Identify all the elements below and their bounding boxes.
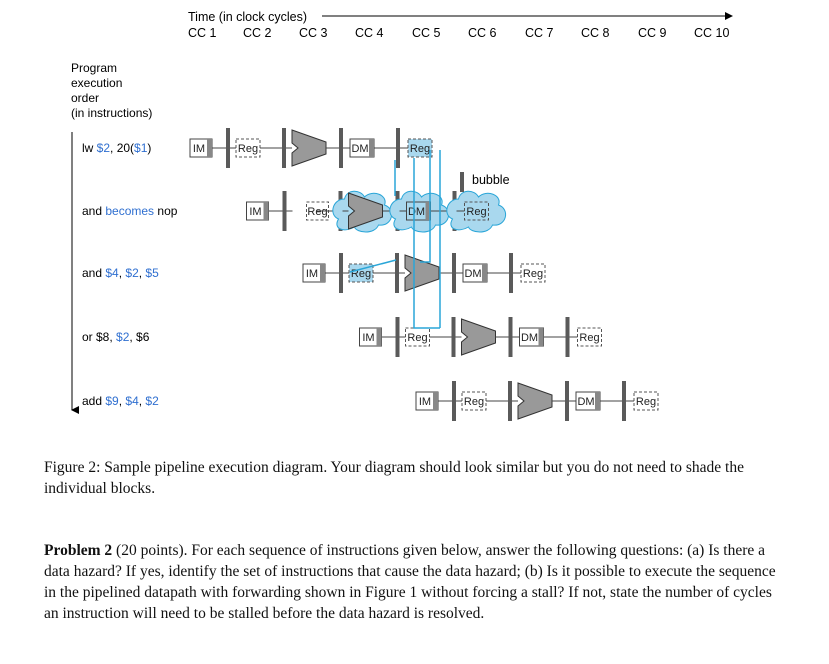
- dm-stage: [463, 264, 487, 282]
- alu-stage: [462, 319, 496, 355]
- clock-cycle-label: CC 10: [694, 26, 730, 40]
- svg-text:Reg: Reg: [307, 206, 328, 218]
- pipeline-register: [339, 253, 343, 293]
- svg-text:IM: IM: [362, 332, 375, 344]
- svg-text:IM: IM: [192, 143, 206, 155]
- problem-title: Problem 2: [44, 542, 113, 559]
- instruction-label: and $4, $2, $5: [82, 266, 159, 280]
- pipeline-register: [452, 253, 456, 293]
- time-axis-label: Time (in clock cycles): [188, 10, 307, 24]
- clock-cycle-label: CC 5: [412, 26, 441, 40]
- reg-write-stage: [465, 202, 489, 220]
- pipeline-register: [396, 128, 400, 168]
- instruction-label: or $8, $2, $6: [82, 330, 150, 344]
- im-stage: [303, 264, 325, 282]
- pipeline-register: [282, 128, 286, 168]
- svg-text:Reg: Reg: [522, 268, 544, 280]
- pipeline-register: [396, 317, 400, 357]
- reg-write-stage: [408, 139, 432, 157]
- svg-text:Reg: Reg: [463, 396, 485, 408]
- clock-cycle-labels: [188, 26, 729, 40]
- alu-stage: [405, 255, 439, 291]
- svg-text:IM: IM: [418, 396, 432, 408]
- pipeline-register: [566, 317, 570, 357]
- clock-cycle-label: CC 3: [299, 26, 328, 40]
- bubble-label: bubble: [472, 173, 510, 187]
- svg-text:DM: DM: [351, 143, 369, 155]
- reg-read-stage: [462, 392, 486, 410]
- instruction-labels: [82, 141, 178, 408]
- pipeline-register: [452, 381, 456, 421]
- reg-read-stage: [406, 328, 430, 346]
- bubble-marker: [460, 172, 464, 192]
- svg-text:Reg: Reg: [237, 143, 259, 155]
- dm-stage: [576, 392, 600, 410]
- svg-text:Reg: Reg: [407, 332, 428, 344]
- pipeline-register: [395, 253, 399, 293]
- clock-cycle-label: CC 2: [243, 26, 272, 40]
- reg-read-stage: [236, 139, 260, 157]
- svg-text:DM: DM: [577, 396, 595, 408]
- reg-write-stage: [578, 328, 602, 346]
- program-order-line: execution: [71, 76, 123, 90]
- instruction-label: lw $2, 20($1): [82, 141, 152, 155]
- pipeline-register: [509, 317, 513, 357]
- dm-stage: [520, 328, 544, 346]
- svg-text:DM: DM: [520, 332, 539, 344]
- instruction-label: add $9, $4, $2: [82, 394, 159, 408]
- svg-text:Reg: Reg: [350, 268, 372, 280]
- svg-text:IM: IM: [249, 206, 262, 218]
- alu-stage: [292, 130, 326, 166]
- svg-text:Reg: Reg: [635, 396, 657, 408]
- clock-cycle-label: CC 4: [355, 26, 384, 40]
- clock-cycle-label: CC 8: [581, 26, 610, 40]
- pipeline-register: [283, 191, 287, 231]
- problem-text: For each sequence of instructions given below, answer the following questions: (a) Is there a data hazard? If yes, identify the set of instructions that cause the data hazard; (b) Is it possible to execute the sequence in the pipelined datapath with forwarding shown in Figure 1 without forcing a stall? If not, state the number of cycles an instruction will need to be stalled before the data hazard is resolved.: [44, 542, 776, 622]
- pipeline-register: [622, 381, 626, 421]
- im-stage: [416, 392, 438, 410]
- dm-stage: [407, 202, 431, 220]
- pipeline-stages: [190, 128, 658, 421]
- svg-text:DM: DM: [464, 268, 482, 280]
- im-stage: [360, 328, 382, 346]
- svg-text:Reg: Reg: [466, 206, 487, 218]
- forwarding-line: [414, 158, 440, 328]
- clock-cycle-label: CC 9: [638, 26, 667, 40]
- instruction-label: and becomes nop: [82, 204, 178, 218]
- clock-cycle-label: CC 7: [525, 26, 554, 40]
- svg-text:Reg: Reg: [409, 143, 431, 155]
- program-order-line: Program: [71, 61, 118, 75]
- alu-stage: [518, 383, 552, 419]
- clock-cycle-label: CC 6: [468, 26, 497, 40]
- reg-write-stage: [634, 392, 658, 410]
- pipeline-register: [226, 128, 230, 168]
- pipeline-register: [452, 317, 456, 357]
- pipeline-register: [508, 381, 512, 421]
- svg-text:Reg: Reg: [579, 332, 600, 344]
- program-order-line: order: [71, 91, 100, 105]
- reg-write-stage: [521, 264, 545, 282]
- pipeline-register: [565, 381, 569, 421]
- program-order-label: [71, 61, 152, 120]
- problem-points: (20 points).: [116, 542, 188, 559]
- clock-cycle-label: CC 1: [188, 26, 217, 40]
- figure-caption: Figure 2: Sample pipeline execution diagram. Your diagram should look similar but you do not need to shade the individual blocks.: [44, 459, 744, 497]
- dm-stage: [350, 139, 374, 157]
- svg-text:IM: IM: [305, 268, 319, 280]
- program-order-line: (in instructions): [71, 106, 153, 120]
- problem-statement: [44, 540, 784, 624]
- pipeline-register: [509, 253, 513, 293]
- im-stage: [190, 139, 212, 157]
- svg-text:DM: DM: [407, 206, 426, 218]
- pipeline-register: [339, 128, 343, 168]
- im-stage: [247, 202, 269, 220]
